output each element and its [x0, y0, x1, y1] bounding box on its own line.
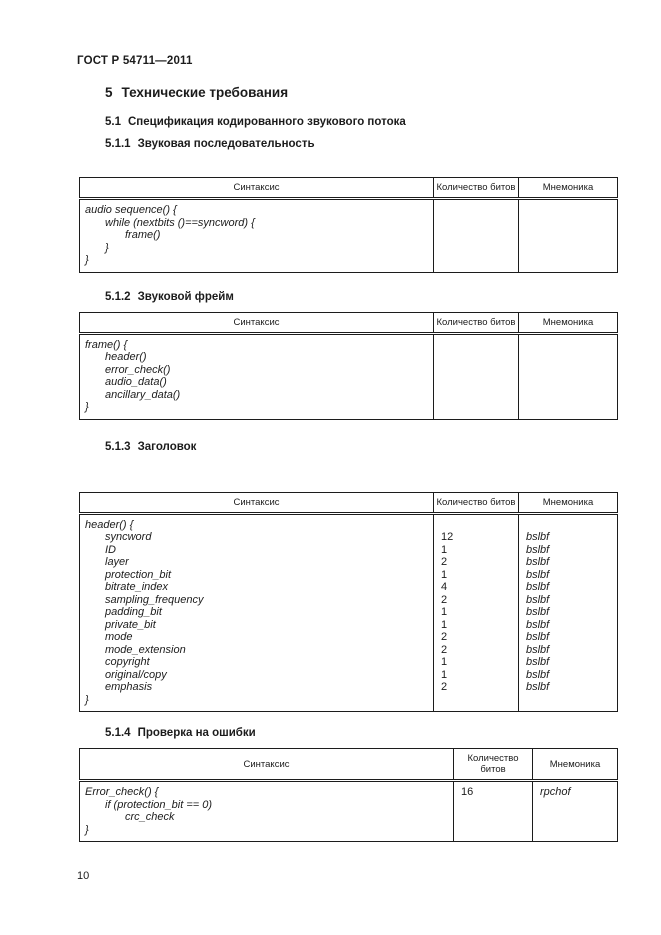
bit-count-cell — [434, 389, 519, 402]
bit-count-cell: 1 — [434, 606, 519, 619]
subsection-5-1-4-heading — [105, 727, 661, 740]
code-row — [80, 333, 618, 351]
mnemonic-cell — [533, 811, 618, 824]
mnemonic-cell: bslbf — [519, 681, 618, 694]
code-row — [80, 594, 618, 607]
code-row — [80, 531, 618, 544]
mnemonic-cell — [519, 333, 618, 351]
bit-count-cell: 2 — [434, 594, 519, 607]
mnemonic-cell — [519, 364, 618, 377]
bit-count-cell: 2 — [434, 631, 519, 644]
code-row — [80, 544, 618, 557]
mnemonic-cell — [519, 254, 618, 272]
syntax-table — [79, 177, 618, 273]
syntax-cell: ancillary_data() — [80, 389, 434, 402]
subsection-5-1-2-heading — [105, 291, 661, 304]
table-header-fields — [79, 492, 661, 713]
bit-count-cell: 2 — [434, 644, 519, 657]
bit-count-cell — [434, 364, 519, 377]
code-row — [80, 569, 618, 582]
section-title: Технические требования — [121, 85, 289, 100]
code-row — [80, 376, 618, 389]
bit-count-cell — [434, 401, 519, 419]
bit-count-cell: 1 — [434, 656, 519, 669]
page-number: 10 — [77, 870, 90, 882]
code-row — [80, 389, 618, 402]
column-header-mnemonic: Мнемоника — [519, 312, 618, 333]
syntax-table — [79, 312, 618, 420]
bit-count-cell — [454, 811, 533, 824]
subsection-5-1-4-title: Проверка на ошибки — [137, 727, 256, 739]
mnemonic-cell — [519, 242, 618, 255]
subsection-5-1-1-title: Звуковая последовательность — [137, 138, 315, 150]
bit-count-cell: 1 — [434, 619, 519, 632]
syntax-cell: mode — [80, 631, 434, 644]
syntax-cell: original/copy — [80, 669, 434, 682]
syntax-table — [79, 748, 618, 842]
code-row — [80, 824, 618, 842]
code-row — [80, 556, 618, 569]
syntax-cell: bitrate_index — [80, 581, 434, 594]
syntax-cell: header() { — [80, 513, 434, 531]
subsection-5-1-2-title: Звуковой фрейм — [137, 290, 234, 303]
mnemonic-cell: rpchof — [533, 781, 618, 799]
syntax-cell: } — [80, 401, 434, 419]
table-header-row — [80, 312, 618, 333]
syntax-cell: layer — [80, 556, 434, 569]
column-header-mnemonic: Мнемоника — [519, 492, 618, 513]
table-frame — [79, 312, 661, 420]
syntax-cell: protection_bit — [80, 569, 434, 582]
bit-count-cell — [454, 799, 533, 812]
bit-count-cell — [434, 199, 519, 217]
syntax-cell: copyright — [80, 656, 434, 669]
column-header-bit-count: Количество битов — [434, 178, 519, 199]
bit-count-cell — [434, 513, 519, 531]
mnemonic-cell: bslbf — [519, 606, 618, 619]
code-row — [80, 351, 618, 364]
mnemonic-cell: bslbf — [519, 531, 618, 544]
table-header-row — [80, 178, 618, 199]
mnemonic-cell: bslbf — [519, 544, 618, 557]
syntax-cell: frame() { — [80, 333, 434, 351]
bit-count-cell — [434, 333, 519, 351]
mnemonic-cell: bslbf — [519, 619, 618, 632]
bit-count-cell: 1 — [434, 569, 519, 582]
document-header: ГОСТ Р 54711—2011 — [77, 55, 193, 67]
code-row — [80, 606, 618, 619]
subsection-5-1-title: Спецификация кодированного звукового потока — [128, 116, 406, 128]
column-header-syntax: Синтаксис — [80, 312, 434, 333]
mnemonic-cell: bslbf — [519, 581, 618, 594]
syntax-cell: if (protection_bit == 0) — [80, 799, 454, 812]
code-row — [80, 229, 618, 242]
section-heading — [105, 85, 661, 101]
code-row — [80, 631, 618, 644]
mnemonic-cell: bslbf — [519, 669, 618, 682]
bit-count-cell — [434, 242, 519, 255]
bit-count-cell — [434, 217, 519, 230]
bit-count-cell — [434, 694, 519, 712]
code-row — [80, 401, 618, 419]
code-row — [80, 619, 618, 632]
code-row — [80, 644, 618, 657]
mnemonic-cell — [519, 513, 618, 531]
subsection-5-1-heading — [105, 116, 661, 129]
column-header-bit-count: Количество битов — [454, 749, 533, 781]
code-row — [80, 669, 618, 682]
syntax-cell: } — [80, 694, 434, 712]
syntax-cell: } — [80, 254, 434, 272]
syntax-cell: audio sequence() { — [80, 199, 434, 217]
column-header-mnemonic: Мнемоника — [533, 749, 618, 781]
column-header-mnemonic: Мнемоника — [519, 178, 618, 199]
bit-count-cell — [434, 351, 519, 364]
syntax-cell: header() — [80, 351, 434, 364]
mnemonic-cell — [519, 351, 618, 364]
mnemonic-cell — [533, 799, 618, 812]
code-row — [80, 656, 618, 669]
syntax-cell: error_check() — [80, 364, 434, 377]
subsection-5-1-3-title: Заголовок — [137, 440, 197, 453]
syntax-cell: frame() — [80, 229, 434, 242]
mnemonic-cell — [519, 401, 618, 419]
syntax-cell: ID — [80, 544, 434, 557]
bit-count-cell: 1 — [434, 544, 519, 557]
column-header-bit-count: Количество битов — [434, 312, 519, 333]
mnemonic-cell: bslbf — [519, 631, 618, 644]
bit-count-cell: 2 — [434, 556, 519, 569]
subsection-5-1-3-number: 5.1.3 — [105, 440, 131, 453]
bit-count-cell: 4 — [434, 581, 519, 594]
mnemonic-cell: bslbf — [519, 594, 618, 607]
subsection-5-1-4-number: 5.1.4 — [105, 727, 131, 739]
table-error-check — [79, 748, 661, 842]
bit-count-cell: 16 — [454, 781, 533, 799]
mnemonic-cell — [533, 824, 618, 842]
mnemonic-cell: bslbf — [519, 556, 618, 569]
bit-count-cell — [434, 376, 519, 389]
column-header-bit-count: Количество битов — [434, 492, 519, 513]
column-header-syntax: Синтаксис — [80, 492, 434, 513]
syntax-cell: syncword — [80, 531, 434, 544]
code-row — [80, 364, 618, 377]
syntax-cell: Error_check() { — [80, 781, 454, 799]
table-header-row — [80, 492, 618, 513]
syntax-cell: private_bit — [80, 619, 434, 632]
mnemonic-cell — [519, 389, 618, 402]
subsection-5-1-1-number: 5.1.1 — [105, 138, 131, 150]
subsection-5-1-3-heading — [105, 441, 661, 454]
mnemonic-cell: bslbf — [519, 644, 618, 657]
code-row — [80, 242, 618, 255]
code-row — [80, 254, 618, 272]
code-row — [80, 513, 618, 531]
syntax-cell: while (nextbits ()==syncword) { — [80, 217, 434, 230]
syntax-cell: crc_check — [80, 811, 454, 824]
code-row — [80, 811, 618, 824]
code-row — [80, 581, 618, 594]
code-row — [80, 199, 618, 217]
syntax-cell: sampling_frequency — [80, 594, 434, 607]
mnemonic-cell — [519, 199, 618, 217]
bit-count-cell — [434, 229, 519, 242]
mnemonic-cell — [519, 376, 618, 389]
syntax-cell: emphasis — [80, 681, 434, 694]
mnemonic-cell: bslbf — [519, 569, 618, 582]
bit-count-cell — [454, 824, 533, 842]
mnemonic-cell — [519, 217, 618, 230]
subsection-5-1-number: 5.1 — [105, 116, 121, 128]
mnemonic-cell — [519, 229, 618, 242]
column-header-syntax: Синтаксис — [80, 749, 454, 781]
syntax-cell: mode_extension — [80, 644, 434, 657]
table-audio-sequence — [79, 177, 661, 273]
syntax-table — [79, 492, 618, 713]
column-header-syntax: Синтаксис — [80, 178, 434, 199]
code-row — [80, 799, 618, 812]
mnemonic-cell — [519, 694, 618, 712]
syntax-cell: } — [80, 824, 454, 842]
code-row — [80, 694, 618, 712]
syntax-cell: audio_data() — [80, 376, 434, 389]
subsection-5-1-1-heading — [105, 138, 661, 151]
subsection-5-1-2-number: 5.1.2 — [105, 290, 131, 303]
bit-count-cell: 1 — [434, 669, 519, 682]
syntax-cell: } — [80, 242, 434, 255]
bit-count-cell: 2 — [434, 681, 519, 694]
code-row — [80, 217, 618, 230]
table-header-row — [80, 749, 618, 781]
bit-count-cell — [434, 254, 519, 272]
syntax-cell: padding_bit — [80, 606, 434, 619]
section-number: 5 — [105, 85, 113, 100]
bit-count-cell: 12 — [434, 531, 519, 544]
code-row — [80, 681, 618, 694]
code-row — [80, 781, 618, 799]
mnemonic-cell: bslbf — [519, 656, 618, 669]
